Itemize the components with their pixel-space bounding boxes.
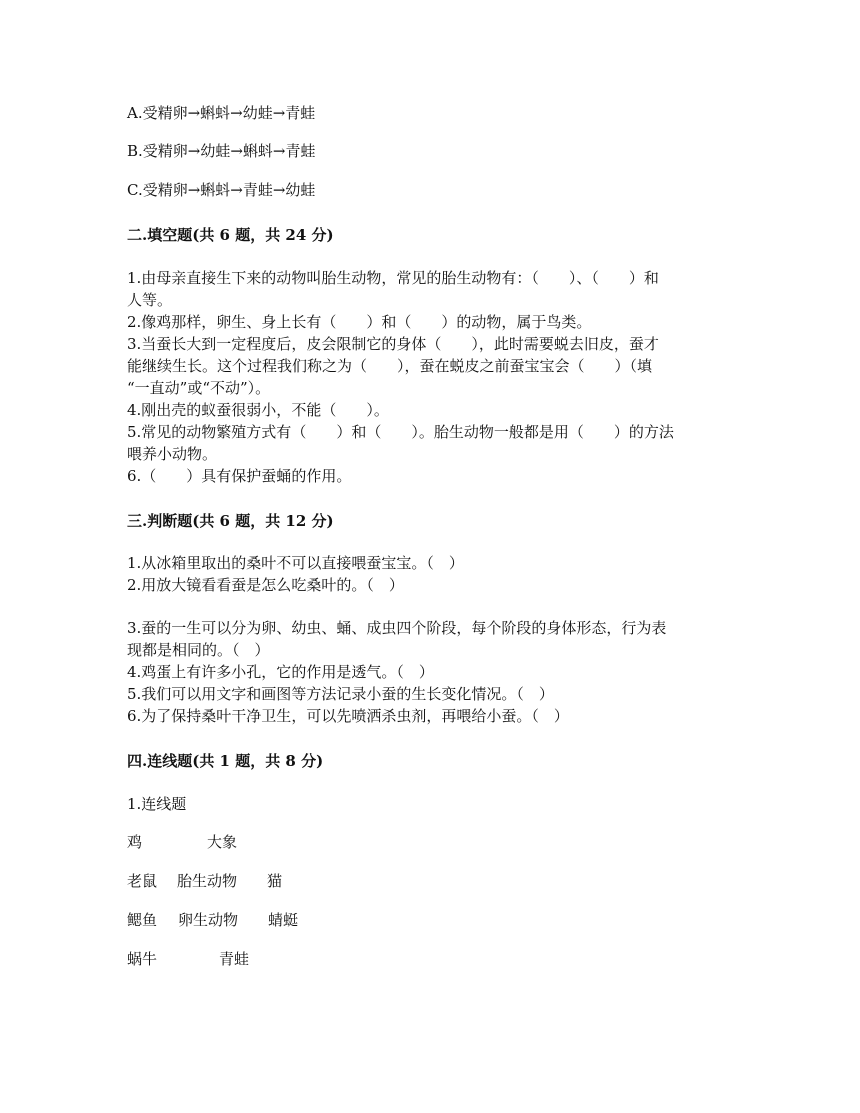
option-a: A.受精卵→蝌蚪→幼蛙→青蛙 — [127, 104, 316, 122]
fill-question-3b: 能继续生长。这个过程我们称之为（ ），蚕在蜕皮之前蚕宝宝会（ ）（填 — [127, 357, 653, 375]
match-left-item: 鸡 — [127, 833, 143, 851]
judge-question-6: 6.为了保持桑叶干净卫生，可以先喷洒杀虫剂，再喂给小蚕。（ ） — [127, 707, 569, 725]
match-left-item: 蜗牛 — [127, 950, 158, 968]
fill-question-2: 2.像鸡那样，卵生、身上长有（ ）和（ ）的动物，属于鸟类。 — [127, 313, 592, 331]
match-left-item: 鳃鱼 — [127, 911, 158, 929]
match-right-item: 青蛙 — [219, 950, 250, 968]
fill-question-6: 6.（ ）具有保护蚕蛹的作用。 — [127, 467, 352, 485]
section-match-heading: 四.连线题(共 1 题，共 8 分) — [127, 752, 324, 770]
section-fill-heading: 二.填空题(共 6 题，共 24 分) — [127, 226, 334, 244]
match-right-item: 蜻蜓 — [268, 911, 299, 929]
section-judge-heading: 三.判断题(共 6 题，共 12 分) — [127, 512, 334, 530]
fill-question-3a: 3.当蚕长大到一定程度后，皮会限制它的身体（ ），此时需要蜕去旧皮，蚕才 — [127, 335, 659, 353]
match-right-item: 大象 — [207, 833, 238, 851]
judge-question-3a: 3.蚕的一生可以分为卵、幼虫、蛹、成虫四个阶段，每个阶段的身体形态，行为表 — [127, 619, 667, 637]
match-question-title: 1.连线题 — [127, 795, 187, 813]
fill-question-5a: 5.常见的动物繁殖方式有（ ）和（ ）。胎生动物一般都是用（ ）的方法 — [127, 423, 674, 441]
match-left-item: 老鼠 — [127, 872, 158, 890]
judge-question-1: 1.从冰箱里取出的桑叶不可以直接喂蚕宝宝。（ ） — [127, 554, 464, 572]
match-right-item: 猫 — [267, 872, 283, 890]
judge-question-2: 2.用放大镜看看蚕是怎么吃桑叶的。（ ） — [127, 576, 404, 594]
fill-question-4: 4.刚出壳的蚁蚕很弱小，不能（ ）。 — [127, 401, 389, 419]
fill-question-1b: 人等。 — [127, 291, 173, 309]
fill-question-3c: “一直动”或“不动”）。 — [127, 379, 271, 397]
match-middle-item: 卵生动物 — [178, 911, 239, 929]
fill-question-1a: 1.由母亲直接生下来的动物叫胎生动物，常见的胎生动物有：（ ）、（ ）和 — [127, 269, 659, 287]
judge-question-4: 4.鸡蛋上有许多小孔，它的作用是透气。（ ） — [127, 663, 434, 681]
fill-question-5b: 喂养小动物。 — [127, 445, 218, 463]
match-middle-item: 胎生动物 — [177, 872, 238, 890]
option-b: B.受精卵→幼蛙→蝌蚪→青蛙 — [127, 142, 316, 160]
option-c: C.受精卵→蝌蚪→青蛙→幼蛙 — [127, 181, 316, 199]
judge-question-5: 5.我们可以用文字和画图等方法记录小蚕的生长变化情况。（ ） — [127, 685, 554, 703]
judge-question-3b: 现都是相同的。（ ） — [127, 641, 270, 659]
